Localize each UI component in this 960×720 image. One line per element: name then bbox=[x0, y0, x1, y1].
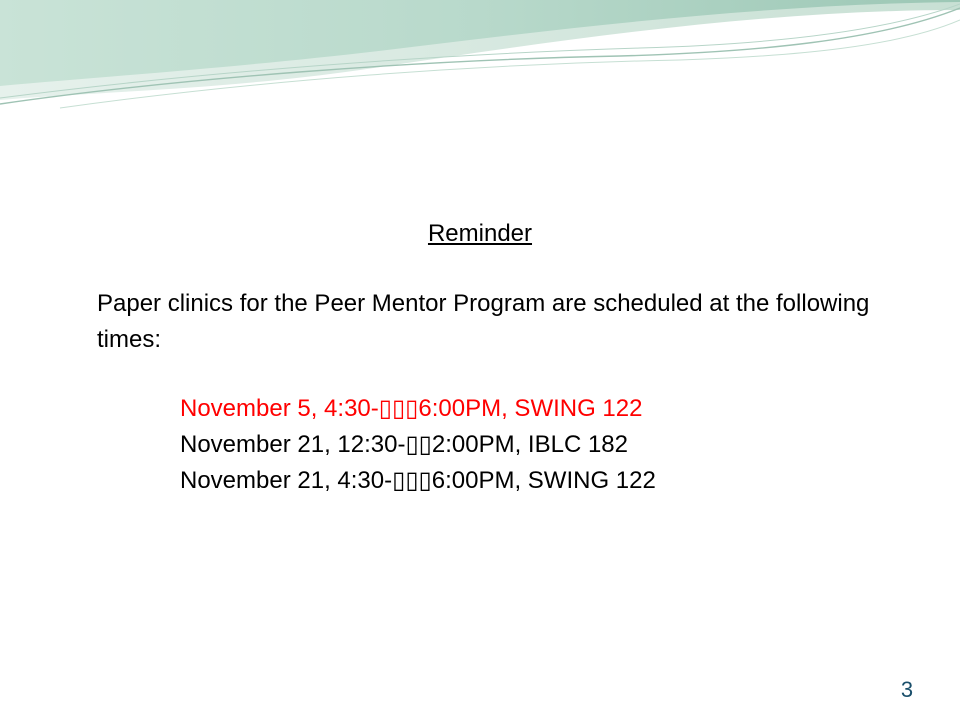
schedule-item: November 21, 4:30-▯▯▯6:00PM, SWING 122 bbox=[180, 467, 656, 494]
schedule-item: November 21, 12:30-▯▯2:00PM, IBLC 182 bbox=[180, 431, 628, 458]
page-number: 3 bbox=[900, 677, 914, 702]
header-wave-decoration bbox=[0, 0, 960, 130]
intro-text: Paper clinics for the Peer Mentor Program are scheduled at the following times: bbox=[97, 290, 870, 353]
schedule-list bbox=[180, 391, 880, 499]
schedule-item: November 5, 4:30-▯▯▯6:00PM, SWING 122 bbox=[180, 395, 643, 422]
slide-title: Reminder bbox=[427, 220, 533, 247]
